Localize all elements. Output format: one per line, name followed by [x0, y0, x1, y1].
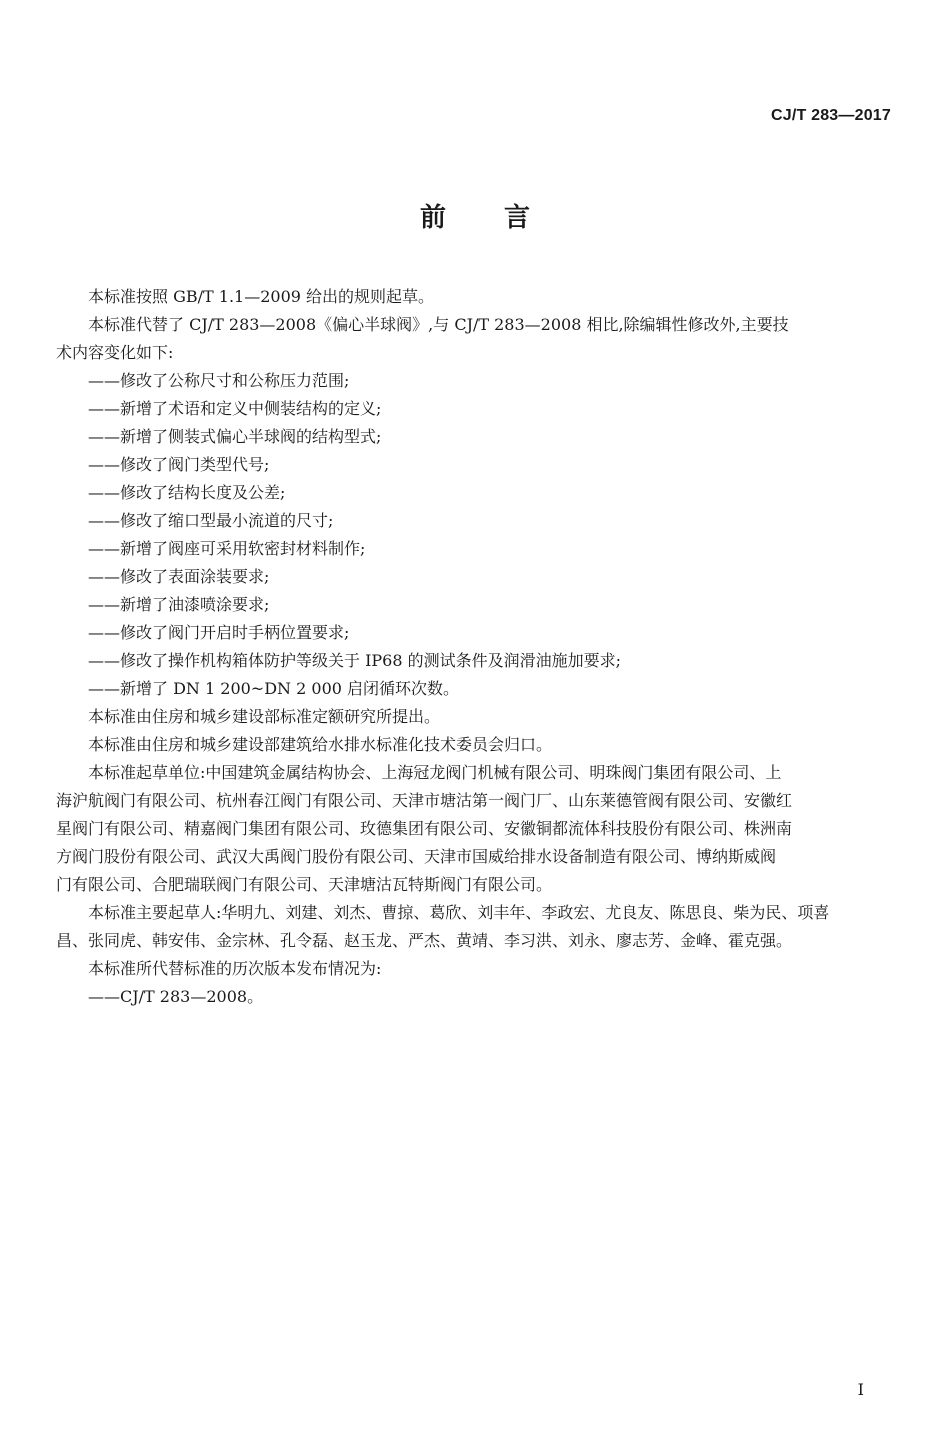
document-body	[56, 283, 892, 1011]
paragraph-replacement-line-2: 术内容变化如下:	[56, 343, 174, 362]
drafting-units-line: 星阀门有限公司、精嘉阀门集团有限公司、玫德集团有限公司、安徽铜都流体科技股份有限公司、株洲南	[56, 819, 793, 838]
list-item: ——修改了结构长度及公差;	[88, 483, 286, 502]
paragraph-administrator: 本标准由住房和城乡建设部建筑给水排水标准化技术委员会归口。	[88, 735, 553, 754]
list-item: ——修改了缩口型最小流道的尺寸;	[88, 511, 334, 530]
page-title	[0, 200, 950, 236]
drafters-line: 本标准主要起草人:华明九、刘建、刘杰、曹掠、葛欣、刘丰年、李政宏、尤良友、陈思良、柴为民、项喜	[88, 903, 830, 922]
list-item: ——CJ/T 283—2008。	[88, 987, 264, 1006]
list-item: ——修改了公称尺寸和公称压力范围;	[88, 371, 350, 390]
paragraph-version-history: 本标准所代替标准的历次版本发布情况为:	[88, 959, 382, 978]
paragraph-drafting-rules: 本标准按照 GB/T 1.1—2009 给出的规则起草。	[88, 287, 435, 306]
paragraph-replacement-line-1: 本标准代替了 CJ/T 283—2008《偏心半球阀》,与 CJ/T 283—2008 相比,除编辑性修改外,主要技	[88, 315, 789, 334]
standard-code: CJ/T 283—2017	[770, 107, 891, 124]
list-item: ——新增了油漆喷涂要求;	[88, 595, 270, 614]
list-item: ——新增了侧装式偏心半球阀的结构型式;	[88, 427, 382, 446]
drafting-units-line: 门有限公司、合肥瑞联阀门有限公司、天津塘沽瓦特斯阀门有限公司。	[56, 875, 553, 894]
change-list	[56, 367, 892, 703]
list-item: ——修改了阀门开启时手柄位置要求;	[88, 623, 350, 642]
drafting-units-line: 本标准起草单位:中国建筑金属结构协会、上海冠龙阀门机械有限公司、明珠阀门集团有限公司、上	[88, 763, 782, 782]
list-item: ——新增了阀座可采用软密封材料制作;	[88, 539, 366, 558]
list-item: ——新增了术语和定义中侧装结构的定义;	[88, 399, 382, 418]
paragraph-drafters	[56, 899, 892, 955]
drafting-units-line: 方阀门股份有限公司、武汉大禹阀门股份有限公司、天津市国威给排水设备制造有限公司、博纳斯威阀	[56, 847, 777, 866]
list-item: ——修改了表面涂装要求;	[88, 567, 270, 586]
paragraph-proposer: 本标准由住房和城乡建设部标准定额研究所提出。	[88, 707, 441, 726]
title-char-2: 言	[504, 203, 531, 233]
list-item: ——新增了 DN 1 200~DN 2 000 启闭循环次数。	[88, 679, 460, 698]
paragraph-drafting-units	[56, 759, 892, 899]
list-item: ——修改了操作机构箱体防护等级关于 IP68 的测试条件及润滑油施加要求;	[88, 651, 622, 670]
drafters-line: 昌、张同虎、韩安伟、金宗林、孔令磊、赵玉龙、严杰、黄靖、李习洪、刘永、廖志芳、金峰、霍克强。	[56, 931, 793, 950]
list-item: ——修改了阀门类型代号;	[88, 455, 270, 474]
paragraph-replacement	[56, 311, 892, 367]
page-number: I	[857, 1380, 864, 1399]
title-char-1: 前	[419, 203, 446, 233]
drafting-units-line: 海沪航阀门有限公司、杭州春江阀门有限公司、天津市塘沽第一阀门厂、山东莱德管阀有限公司、安徽红	[56, 791, 793, 810]
